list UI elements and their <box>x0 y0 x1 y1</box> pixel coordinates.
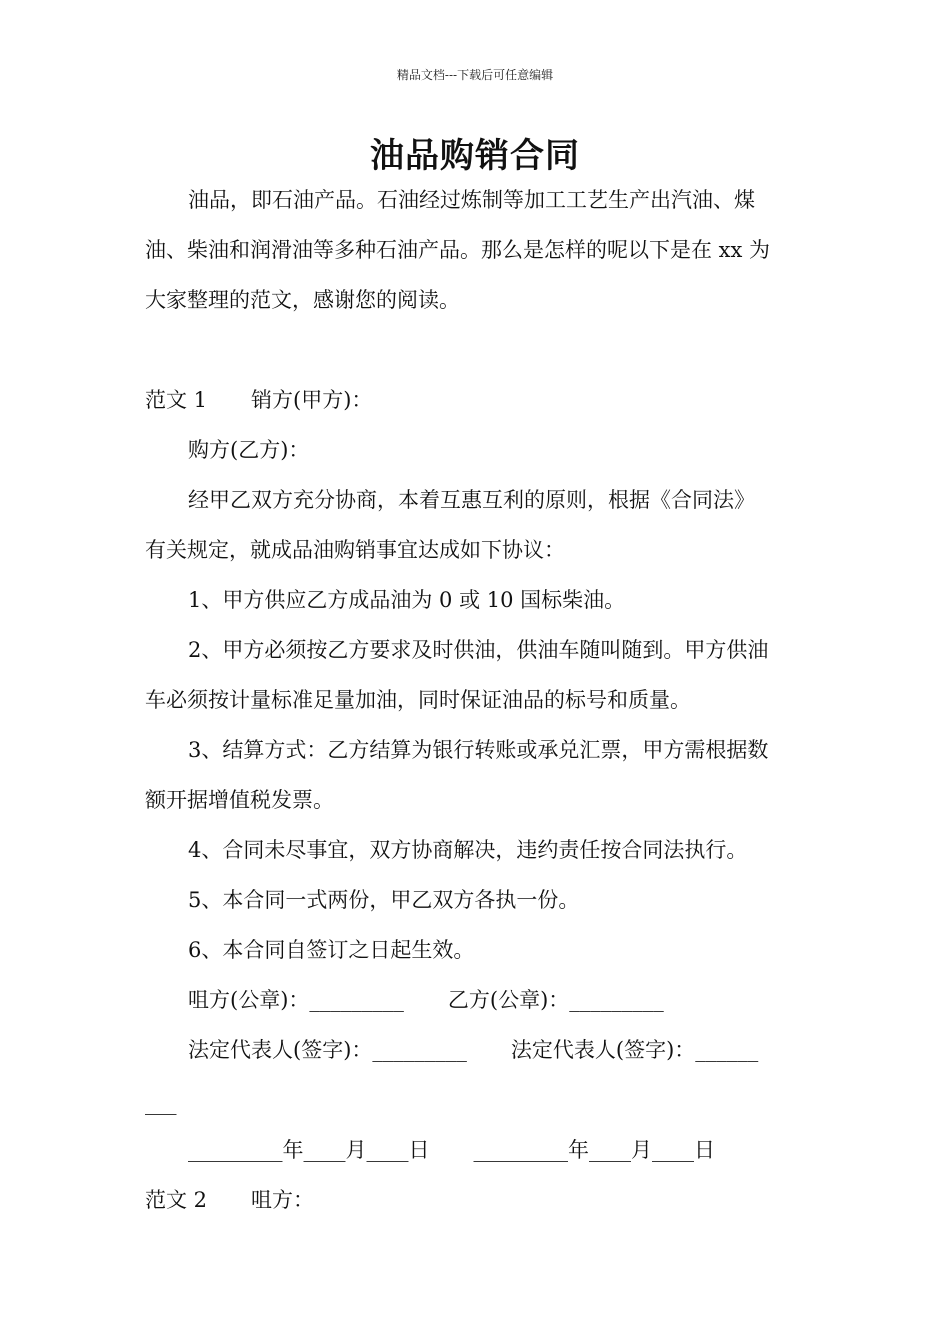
sample-2-label: 范文 2 <box>145 1188 208 1212</box>
party-a-date: _________年____月____日 <box>188 1138 430 1162</box>
clause-2-line-2: 车必须按计量标准足量加油，同时保证油品的标号和质量。 <box>145 688 691 712</box>
party-b-date: _________年____月____日 <box>473 1138 715 1162</box>
party-b-representative: 法定代表人(签字)：______ <box>510 1038 759 1062</box>
header-note: 精品文档---下载后可任意编辑 <box>396 68 554 82</box>
party-a-seal: 咀方(公章)：_________ <box>188 988 404 1012</box>
intro-line-2: 油、柴油和润滑油等多种石油产品。那么是怎样的呢以下是在 xx 为 <box>145 238 771 262</box>
document-title: 油品购销合同 <box>370 136 580 176</box>
sample-2-party-a: 咀方： <box>251 1188 315 1212</box>
clause-3-line-2: 额开据增值税发票。 <box>145 788 334 812</box>
clause-6: 6、本合同自签订之日起生效。 <box>188 938 475 962</box>
sample-2-heading-row <box>145 1185 810 1215</box>
clause-5: 5、本合同一式两份，甲乙双方各执一份。 <box>188 888 580 912</box>
party-a-representative: 法定代表人(签字)：_________ <box>188 1038 467 1062</box>
intro-line-1: 油品，即石油产品。石油经过炼制等加工工艺生产出汽油、煤 <box>188 188 755 212</box>
clause-3-line-1: 3、结算方式：乙方结算为银行转账或承兑汇票，甲方需根据数 <box>188 738 769 762</box>
intro-line-3: 大家整理的范文，感谢您的阅读。 <box>145 288 460 312</box>
preamble-line-2: 有关规定，就成品油购销事宜达成如下协议： <box>145 538 565 562</box>
preamble-line-1: 经甲乙双方充分协商，本着互惠互利的原则，根据《合同法》 <box>188 488 755 512</box>
party-b-seal: 乙方(公章)：_________ <box>447 988 664 1012</box>
representative-line-continued: ___ <box>145 1091 177 1115</box>
representative-row <box>188 1035 810 1065</box>
buyer-label: 购方(乙方)： <box>188 438 310 462</box>
clause-1: 1、甲方供应乙方成品油为 0 或 10 国标柴油。 <box>188 588 626 612</box>
clause-2-line-1: 2、甲方必须按乙方要求及时供油，供油车随叫随到。甲方供油 <box>188 638 769 662</box>
clause-4: 4、合同未尽事宜，双方协商解决，违约责任按合同法执行。 <box>188 838 748 862</box>
seller-label: 销方(甲方)： <box>251 388 373 412</box>
sample-1-heading-row <box>145 385 810 415</box>
seal-row <box>188 985 810 1015</box>
sample-1-label: 范文 1 <box>145 388 208 412</box>
date-row <box>188 1135 810 1165</box>
